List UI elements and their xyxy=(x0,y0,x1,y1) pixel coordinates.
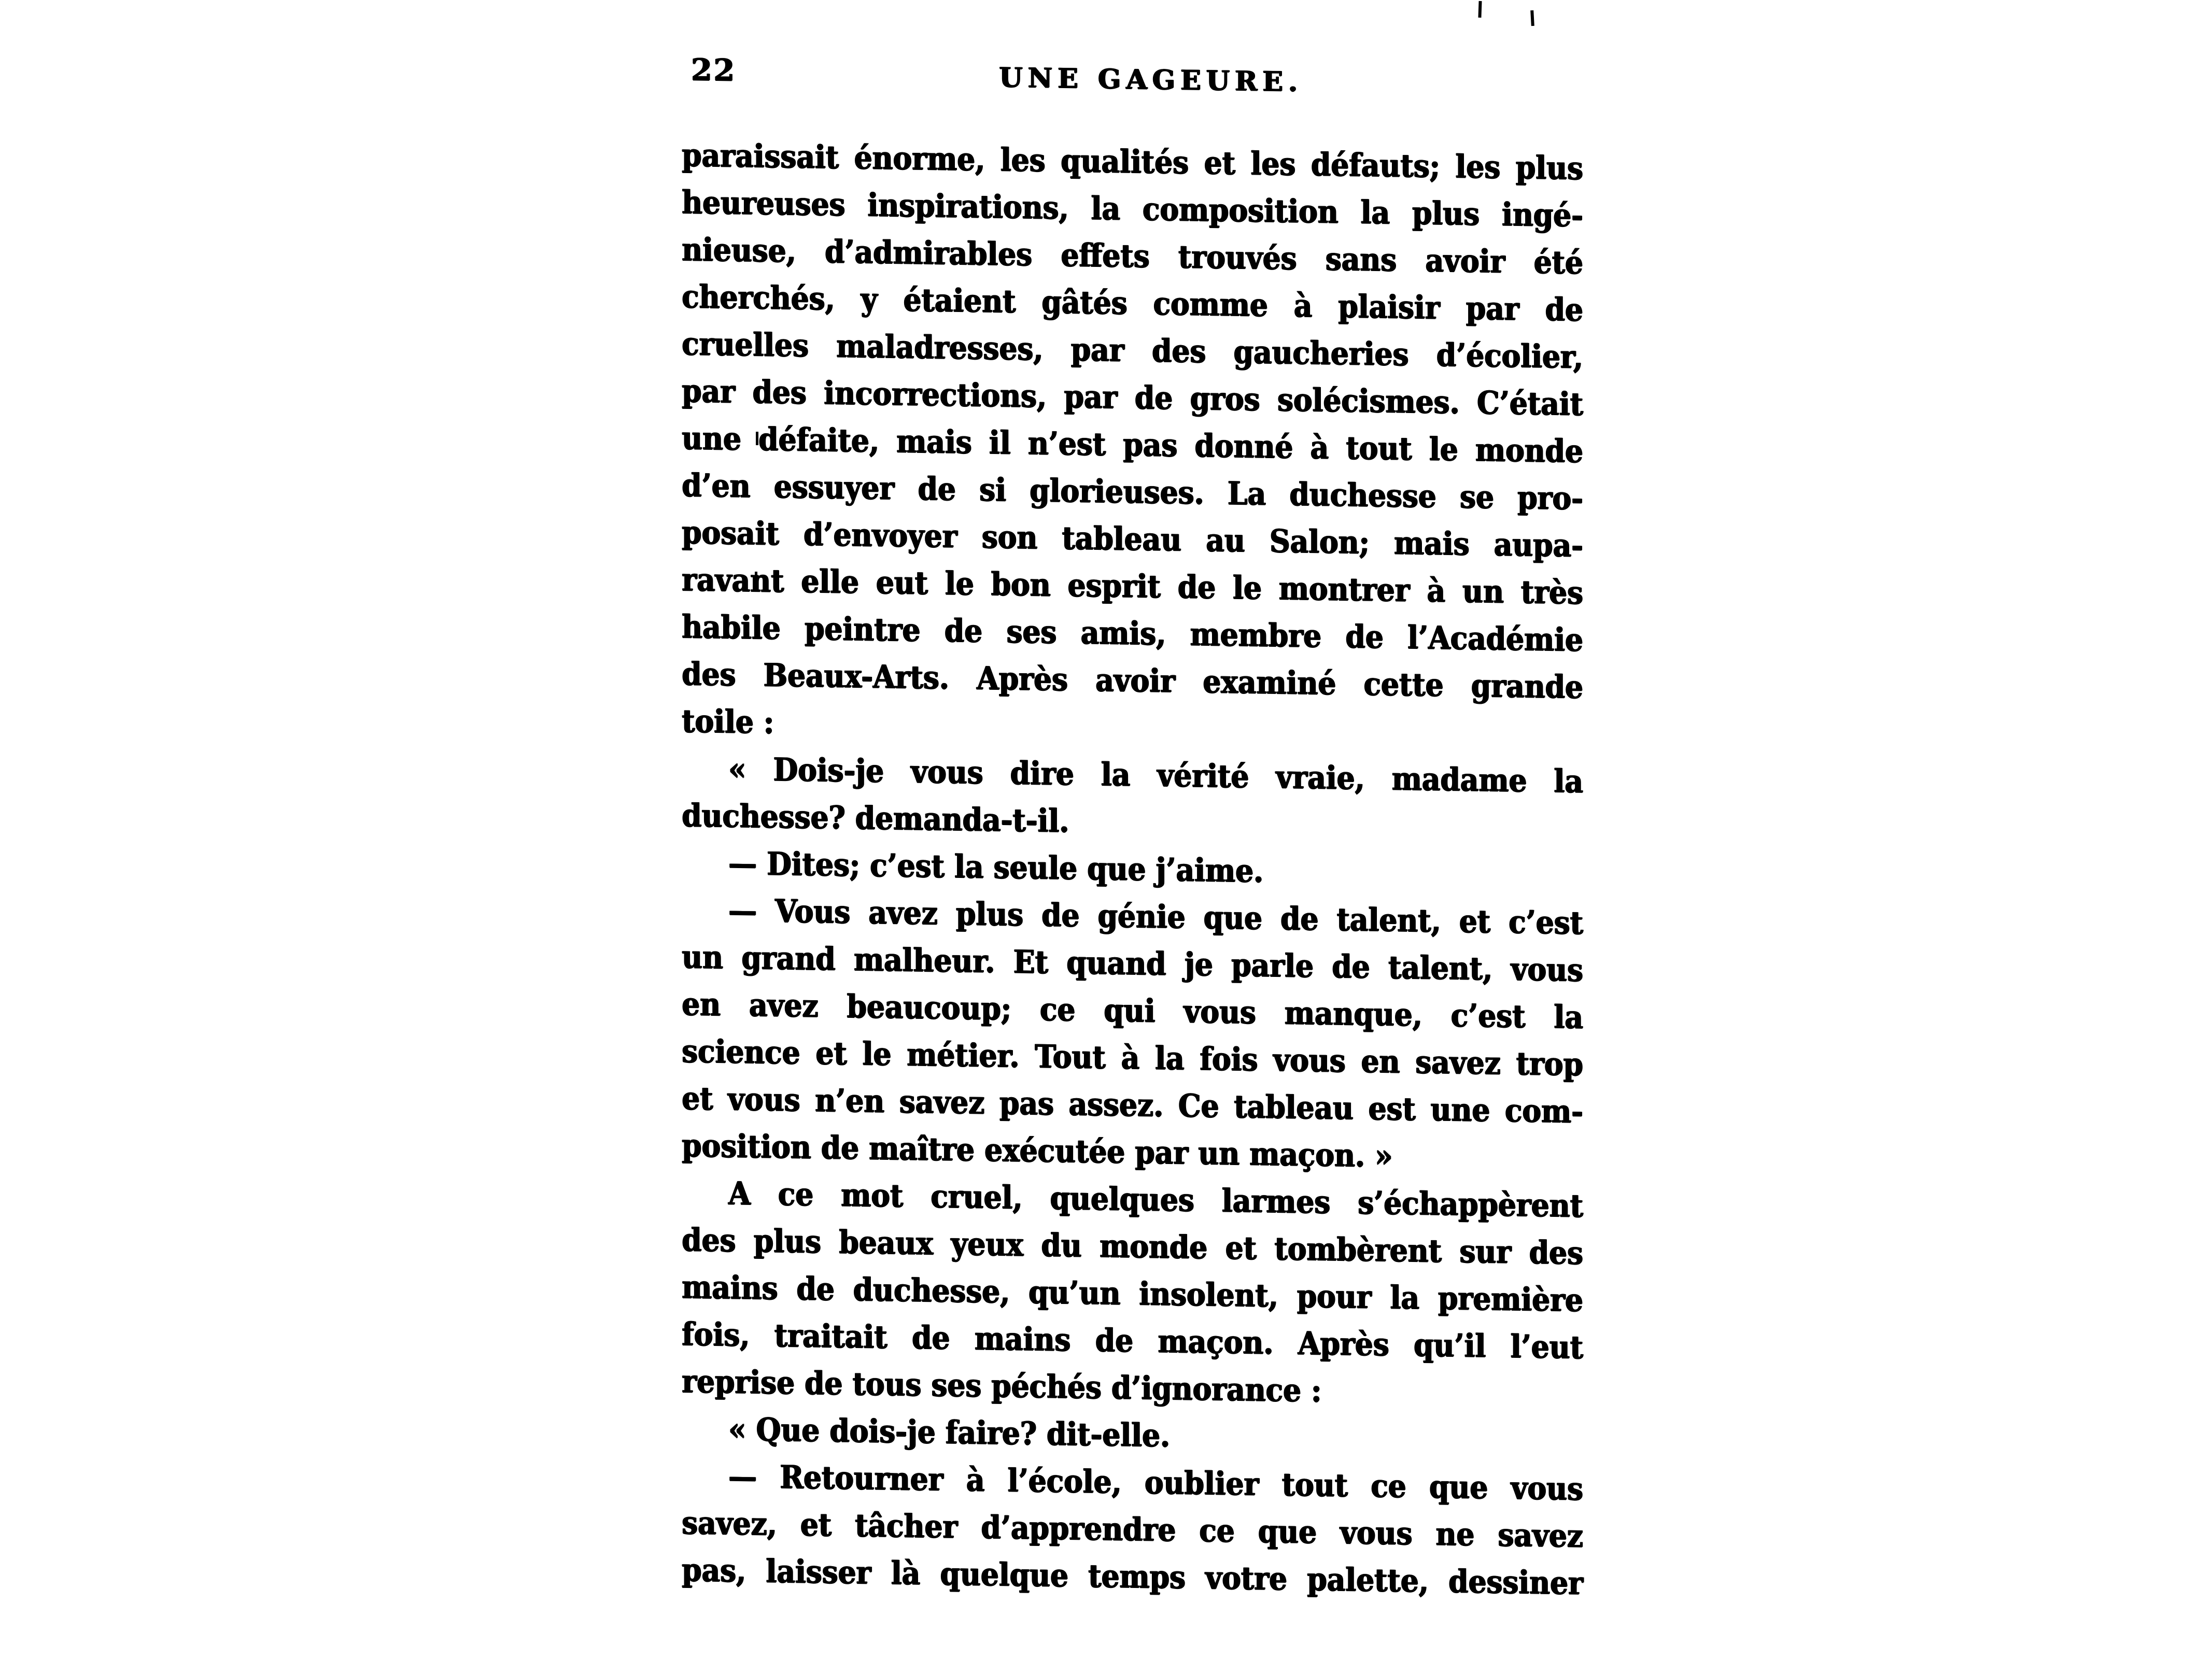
running-title: UNE GAGEURE. xyxy=(999,62,1303,98)
text-line: nieuse, d’admirables effets trouvés sans avoir été xyxy=(682,231,1583,281)
text-line: — Dites; c’est la seule que j’aime. xyxy=(728,845,1263,890)
text-line: heureuses inspirations, la composition la plus ingé- xyxy=(682,184,1583,234)
page-body xyxy=(682,132,1583,1607)
text-line: un grand malheur. Et quand je parle de talent, vous xyxy=(682,939,1583,989)
text-line: — Vous avez plus de génie que de talent, et c’est xyxy=(728,892,1583,942)
text-line: cherchés, y étaient gâtés comme à plaisir par de xyxy=(682,278,1583,329)
text-line: en avez beaucoup; ce qui vous manque, c’est la xyxy=(682,986,1583,1036)
text-line: « Que dois-je faire? dit-elle. xyxy=(728,1411,1170,1454)
text-line: d’en essuyer de si glorieuses. La duchesse se pro- xyxy=(682,467,1583,517)
text-line: posait d’envoyer son tableau au Salon; mais aupa- xyxy=(682,514,1583,564)
text-line: des plus beaux yeux du monde et tombèrent sur des xyxy=(682,1222,1583,1272)
page-header xyxy=(682,52,1584,123)
text-line: ravant elle eut le bon esprit de le montrer à un très xyxy=(682,561,1583,612)
text-line: « Dois-je vous dire la vérité vraie, madame la xyxy=(728,750,1583,800)
text-line: duchesse? demanda-t-il. xyxy=(682,797,1069,840)
text-line: et vous n’en savez pas assez. Ce tableau est une com- xyxy=(682,1080,1583,1130)
text-line: une défaite, mais il n’est pas donné à tout le monde xyxy=(682,420,1583,470)
ink-speck-icon xyxy=(1530,10,1534,26)
text-line: mains de duchesse, qu’un insolent, pour la première xyxy=(682,1269,1583,1319)
text-line: reprise de tous ses péchés d’ignorance : xyxy=(682,1363,1322,1410)
text-line: A ce mot cruel, quelques larmes s’échappèrent xyxy=(728,1175,1583,1225)
text-line: habile peintre de ses amis, membre de l’Académie xyxy=(682,608,1583,659)
ink-speck-icon xyxy=(1478,1,1482,18)
text-block xyxy=(682,52,1584,1607)
text-line: position de maître exécutée par un maçon. » xyxy=(682,1127,1393,1175)
text-line: toile : xyxy=(682,703,774,741)
text-line: savez, et tâcher d’apprendre ce que vous ne savez xyxy=(682,1505,1583,1555)
text-line: science et le métier. Tout à la fois vous en savez trop xyxy=(682,1033,1583,1083)
page-number: 22 xyxy=(691,52,736,88)
text-line: fois, traitait de mains de maçon. Après qu’il l’eut xyxy=(682,1316,1583,1366)
text-line: pas, laisser là quelque temps votre palette, dessiner xyxy=(682,1552,1583,1602)
text-line: cruelles maladresses, par des gaucheries d’écolier, xyxy=(682,325,1583,376)
text-line: — Retourner à l’école, oublier tout ce que vous xyxy=(728,1458,1583,1508)
text-line: des Beaux-Arts. Après avoir examiné cette grande xyxy=(682,656,1583,706)
text-line: paraissait énorme, les qualités et les défauts; les plus xyxy=(682,137,1583,187)
text-line: par des incorrections, par de gros solécismes. C’était xyxy=(682,373,1583,423)
